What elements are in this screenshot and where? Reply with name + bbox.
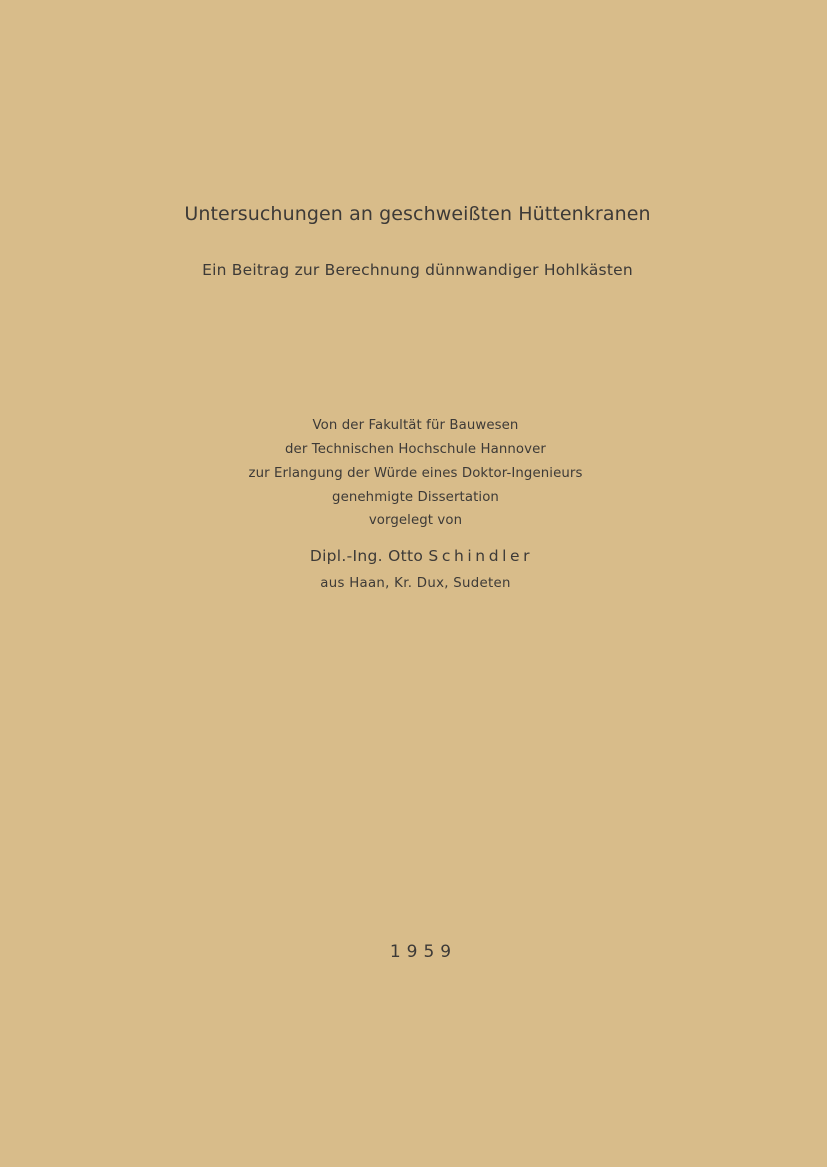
dissertation-line-degree: zur Erlangung der Würde eines Doktor-Ingenieurs: [248, 466, 583, 481]
author-name: [0, 547, 827, 565]
book-subtitle: Ein Beitrag zur Berechnung dünnwandiger Hohlkästen: [202, 261, 633, 279]
dissertation-line-submitted-by: vorgelegt von: [368, 513, 463, 528]
author-surname: Schindler: [428, 547, 534, 565]
author-origin: aus Haan, Kr. Dux, Sudeten: [320, 576, 511, 591]
author-prefix: Dipl.-Ing. Otto: [309, 547, 429, 565]
publication-year: 1959: [389, 942, 458, 962]
dissertation-line-faculty: Von der Fakultät für Bauwesen: [312, 418, 519, 433]
book-title: Untersuchungen an geschweißten Hüttenkranen: [184, 203, 651, 225]
dissertation-line-university: der Technischen Hochschule Hannover: [285, 442, 546, 457]
dissertation-line-approved: genehmigte Dissertation: [332, 490, 499, 505]
